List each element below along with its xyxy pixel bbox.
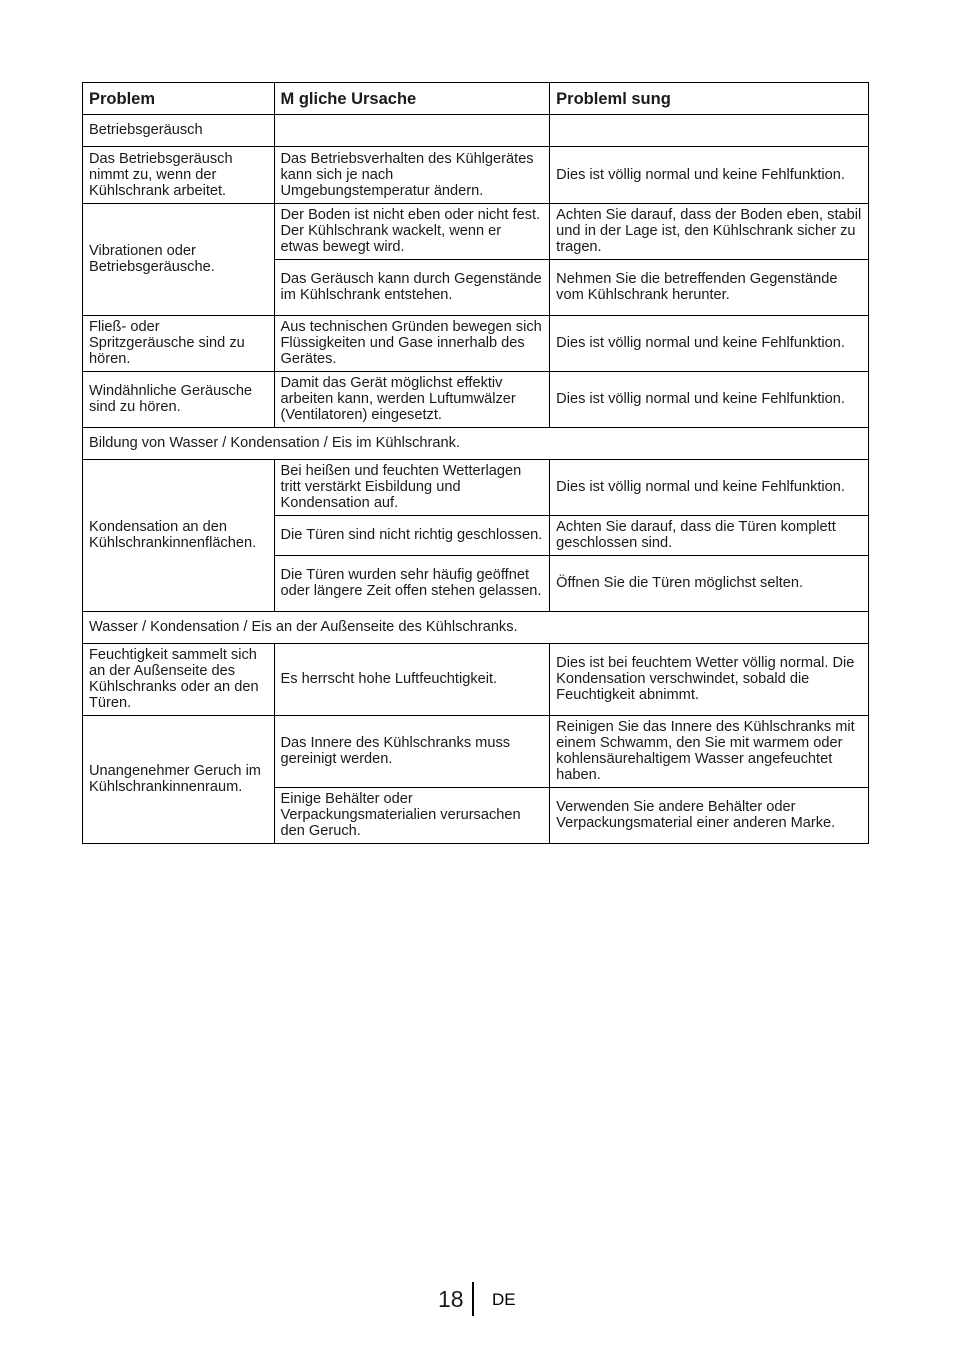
problem-cell: Feuchtigkeit sammelt sich an der Außenseite des Kühlschranks oder an den Türen. [83, 644, 275, 716]
section-row-noise [83, 115, 869, 147]
cause-cell: Das Innere des Kühlschranks muss gereinigt werden. [274, 716, 550, 788]
troubleshooting-table [82, 82, 869, 844]
section-row-condensation-inside [83, 428, 869, 460]
problem-cell: Das Betriebsgeräusch nimmt zu, wenn der Kühlschrank arbeitet. [83, 147, 275, 204]
table-row [83, 316, 869, 372]
problem-cell: Vibrationen oder Betriebsgeräusche. [83, 204, 275, 316]
table-row [83, 460, 869, 516]
solution-cell: Dies ist völlig normal und keine Fehlfunktion. [550, 316, 869, 372]
table-row [83, 204, 869, 260]
table-row [83, 372, 869, 428]
problem-cell: Unangenehmer Geruch im Kühlschrankinnenraum. [83, 716, 275, 844]
problem-cell: Kondensation an den Kühlschrankinnenflächen. [83, 460, 275, 612]
header-solution: Probleml sung [550, 83, 869, 115]
header-problem: Problem [83, 83, 275, 115]
language-code: DE [492, 1290, 516, 1309]
cause-cell: Aus technischen Gründen bewegen sich Flüssigkeiten und Gase innerhalb des Gerätes. [274, 316, 550, 372]
section-label: Bildung von Wasser / Kondensation / Eis im Kühlschrank. [83, 428, 869, 460]
solution-cell: Reinigen Sie das Innere des Kühlschranks mit einem Schwamm, den Sie mit warmem oder kohlensäurehaltigem Wasser angefeuchtet haben. [550, 716, 869, 788]
cause-cell: Die Türen sind nicht richtig geschlossen. [274, 516, 550, 556]
problem-cell: Fließ- oder Spritzgeräusche sind zu hören. [83, 316, 275, 372]
table-header-row [83, 83, 869, 115]
table-row [83, 147, 869, 204]
page-footer [0, 1282, 954, 1316]
footer-divider [472, 1282, 474, 1316]
empty-cell [274, 115, 550, 147]
cause-cell: Einige Behälter oder Verpackungsmaterialien verursachen den Geruch. [274, 788, 550, 844]
page-number: 18 [438, 1286, 464, 1312]
solution-cell: Dies ist völlig normal und keine Fehlfunktion. [550, 460, 869, 516]
section-row-condensation-outside [83, 612, 869, 644]
solution-cell: Verwenden Sie andere Behälter oder Verpackungsmaterial einer anderen Marke. [550, 788, 869, 844]
section-label: Betriebsgeräusch [83, 115, 275, 147]
solution-cell: Dies ist völlig normal und keine Fehlfunktion. [550, 372, 869, 428]
solution-cell: Achten Sie darauf, dass der Boden eben, stabil und in der Lage ist, den Kühlschrank sicher zu tragen. [550, 204, 869, 260]
cause-cell: Damit das Gerät möglichst effektiv arbeiten kann, werden Luftumwälzer (Ventilatoren) eingesetzt. [274, 372, 550, 428]
cause-cell: Es herrscht hohe Luftfeuchtigkeit. [274, 644, 550, 716]
empty-cell [550, 115, 869, 147]
cause-cell: Bei heißen und feuchten Wetterlagen tritt verstärkt Eisbildung und Kondensation auf. [274, 460, 550, 516]
cause-cell: Das Betriebsverhalten des Kühlgerätes kann sich je nach Umgebungstemperatur ändern. [274, 147, 550, 204]
table-row [83, 644, 869, 716]
solution-cell: Nehmen Sie die betreffenden Gegenstände vom Kühlschrank herunter. [550, 260, 869, 316]
cause-cell: Der Boden ist nicht eben oder nicht fest. Der Kühlschrank wackelt, wenn er etwas bewegt wird. [274, 204, 550, 260]
header-cause: M gliche Ursache [274, 83, 550, 115]
solution-cell: Achten Sie darauf, dass die Türen komplett geschlossen sind. [550, 516, 869, 556]
solution-cell: Dies ist bei feuchtem Wetter völlig normal. Die Kondensation verschwindet, sobald die Feuchtigkeit abnimmt. [550, 644, 869, 716]
cause-cell: Das Geräusch kann durch Gegenstände im Kühlschrank entstehen. [274, 260, 550, 316]
section-label: Wasser / Kondensation / Eis an der Außenseite des Kühlschranks. [83, 612, 869, 644]
table-row [83, 716, 869, 788]
cause-cell: Die Türen wurden sehr häufig geöffnet oder längere Zeit offen stehen gelassen. [274, 556, 550, 612]
problem-cell: Windähnliche Geräusche sind zu hören. [83, 372, 275, 428]
solution-cell: Dies ist völlig normal und keine Fehlfunktion. [550, 147, 869, 204]
solution-cell: Öffnen Sie die Türen möglichst selten. [550, 556, 869, 612]
